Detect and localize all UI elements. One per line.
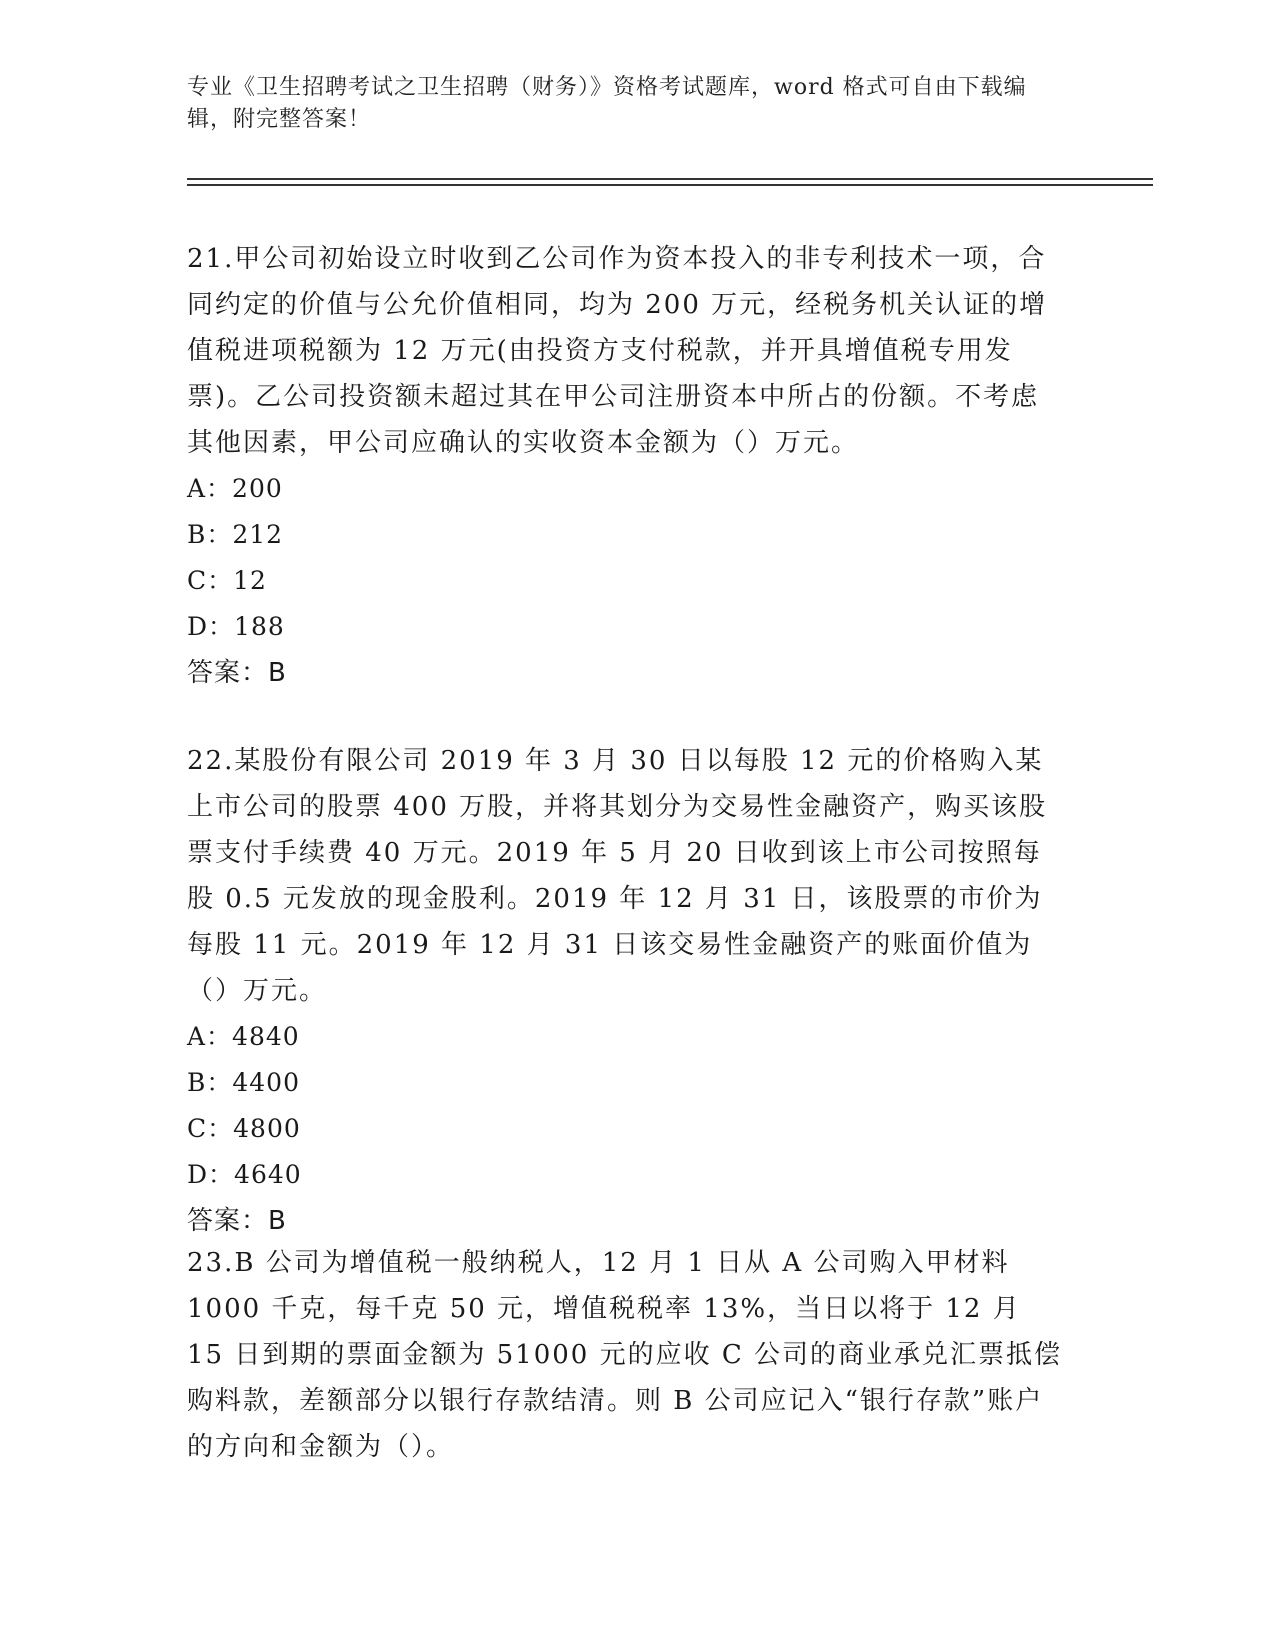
answer: 答案：B (187, 1206, 287, 1236)
option-d: D：4640 (187, 1160, 302, 1189)
option-a: A：4840 (187, 1022, 300, 1051)
option-c: C：12 (187, 566, 267, 595)
option-a: A：200 (187, 474, 283, 503)
question-stem: 22.某股份有限公司 2019 年 3 月 30 日以每股 12 元的价格购入某上市公司的股票 400 万股，并将其划分为交易性金融资产，购买该股票支付手续费 40 万元。2019 年 5 月 20 日收到该上市公司按照每股 0.5 元发放的现金股利。2019 年 12 月 31 日，该股票的市价为每股 11 元。2019 年 12 月 31 日该交易性金融资产的账面价值为（）万元。 (187, 746, 1048, 1006)
header-divider-bottom (187, 184, 1153, 186)
option-b: B：4400 (187, 1068, 300, 1097)
option-c: C：4800 (187, 1114, 301, 1143)
option-d: D：188 (187, 612, 285, 641)
header-divider-top (187, 178, 1153, 180)
answer: 答案：B (187, 658, 287, 688)
question-21 (187, 236, 1067, 696)
question-22 (187, 738, 1067, 1244)
question-stem: 23.B 公司为增值税一般纳税人，12 月 1 日从 A 公司购入甲材料 1000 千克，每千克 50 元，增值税税率 13%，当日以将于 12 月 15 日到期的票面金额为 51000 元的应收 C 公司的商业承兑汇票抵偿购料款，差额部分以银行存款结清。则 B 公司应记入“银行存款”账户的方向和金额为（）。 (187, 1248, 1063, 1462)
question-23 (187, 1240, 1067, 1470)
header-note: 专业《卫生招聘考试之卫生招聘（财务）》资格考试题库，word 格式可自由下载编辑，附完整答案！ (187, 75, 1027, 132)
option-b: B：212 (187, 520, 284, 549)
question-stem: 21.甲公司初始设立时收到乙公司作为资本投入的非专利技术一项，合同约定的价值与公允价值相同，均为 200 万元，经税务机关认证的增值税进项税额为 12 万元(由投资方支付税款，并开具增值税专用发票)。乙公司投资额未超过其在甲公司注册资本中所占的份额。不考虑其他因素，甲公司应确认的实收资本金额为（）万元。 (187, 244, 1048, 458)
